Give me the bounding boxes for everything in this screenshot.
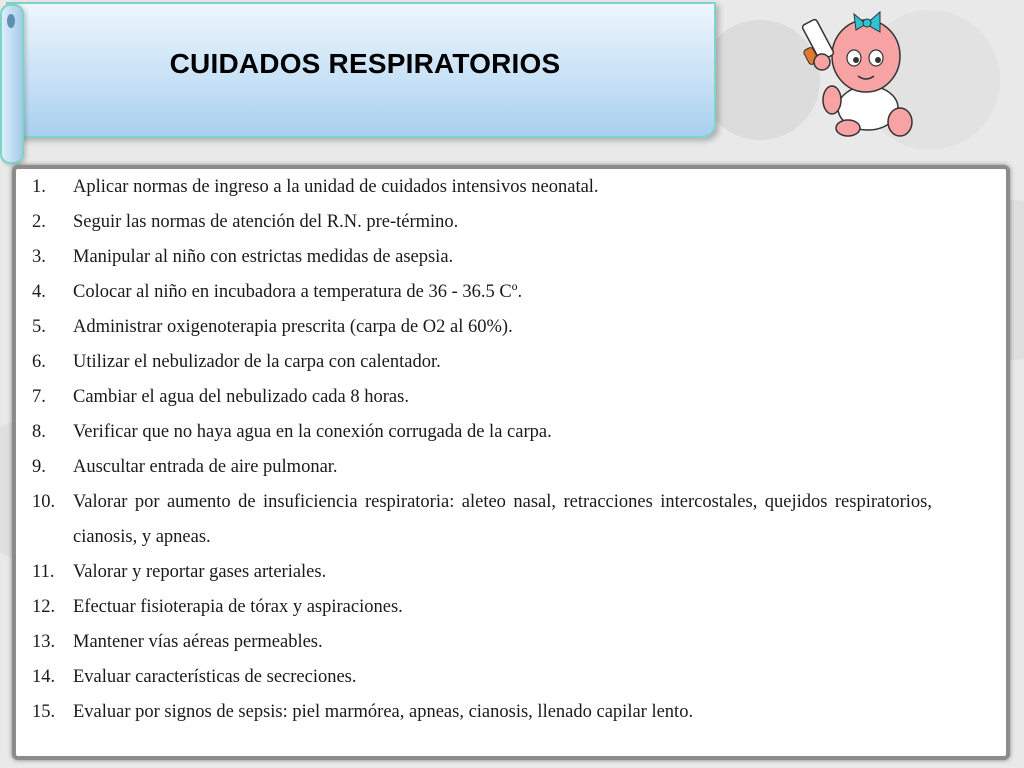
care-item-number: 15. (32, 702, 56, 722)
care-list (32, 170, 932, 730)
care-item-number: 7. (32, 387, 46, 407)
care-item-text: Colocar al niño en incubadora a temperatura de 36 - 36.5 Cº. (73, 282, 523, 302)
care-item-number: 9. (32, 457, 46, 477)
care-list-item (32, 380, 932, 415)
care-item-text: Utilizar el nebulizador de la carpa con calentador. (73, 352, 441, 372)
baby-cartoon-icon (800, 4, 920, 140)
care-list-item (32, 205, 932, 240)
care-list-item (32, 415, 932, 450)
care-item-text: Valorar y reportar gases arteriales. (73, 562, 327, 582)
care-item-number: 11. (32, 562, 55, 582)
scroll-curl-decoration (0, 4, 24, 164)
care-list-item (32, 310, 932, 345)
care-item-number: 2. (32, 212, 46, 232)
care-item-number: 5. (32, 317, 46, 337)
care-item-text: Manipular al niño con estrictas medidas de asepsia. (73, 247, 454, 267)
care-item-text: Aplicar normas de ingreso a la unidad de cuidados intensivos neonatal. (73, 177, 599, 197)
care-list-item (32, 450, 932, 485)
care-item-text: Mantener vías aéreas permeables. (73, 632, 323, 652)
care-list-item (32, 590, 932, 625)
care-item-number: 1. (32, 177, 46, 197)
care-item-text: Efectuar fisioterapia de tórax y aspiraciones. (73, 597, 403, 617)
care-list-item (32, 625, 932, 660)
care-list-item (32, 485, 932, 555)
care-item-number: 14. (32, 667, 56, 687)
care-item-number: 10. (32, 492, 56, 512)
care-list-item (32, 275, 932, 310)
care-list-item (32, 660, 932, 695)
care-item-text: Valorar por aumento de insuficiencia respiratoria: aleteo nasal, retracciones intercostales, quejidos respiratorios, cianosis, y apneas. (73, 492, 932, 547)
care-item-number: 6. (32, 352, 46, 372)
care-item-number: 13. (32, 632, 56, 652)
care-item-text: Auscultar entrada de aire pulmonar. (73, 457, 338, 477)
care-item-text: Cambiar el agua del nebulizado cada 8 horas. (73, 387, 409, 407)
care-item-number: 4. (32, 282, 46, 302)
care-list-item (32, 555, 932, 590)
care-item-text: Evaluar por signos de sepsis: piel marmórea, apneas, cianosis, llenado capilar lento. (73, 702, 694, 722)
care-list-item (32, 240, 932, 275)
page-title: CUIDADOS RESPIRATORIOS (169, 48, 561, 79)
care-item-number: 3. (32, 247, 46, 267)
care-list-item (32, 345, 932, 380)
care-item-text: Verificar que no haya agua en la conexión corrugada de la carpa. (73, 422, 552, 442)
care-item-number: 12. (32, 597, 56, 617)
care-item-text: Administrar oxigenoterapia prescrita (carpa de O2 al 60%). (73, 317, 513, 337)
care-list-panel (12, 165, 1010, 760)
care-item-number: 8. (32, 422, 46, 442)
care-item-text: Seguir las normas de atención del R.N. pre-término. (73, 212, 459, 232)
care-list-item (32, 170, 932, 205)
care-list-item (32, 695, 932, 730)
care-item-text: Evaluar características de secreciones. (73, 667, 357, 687)
